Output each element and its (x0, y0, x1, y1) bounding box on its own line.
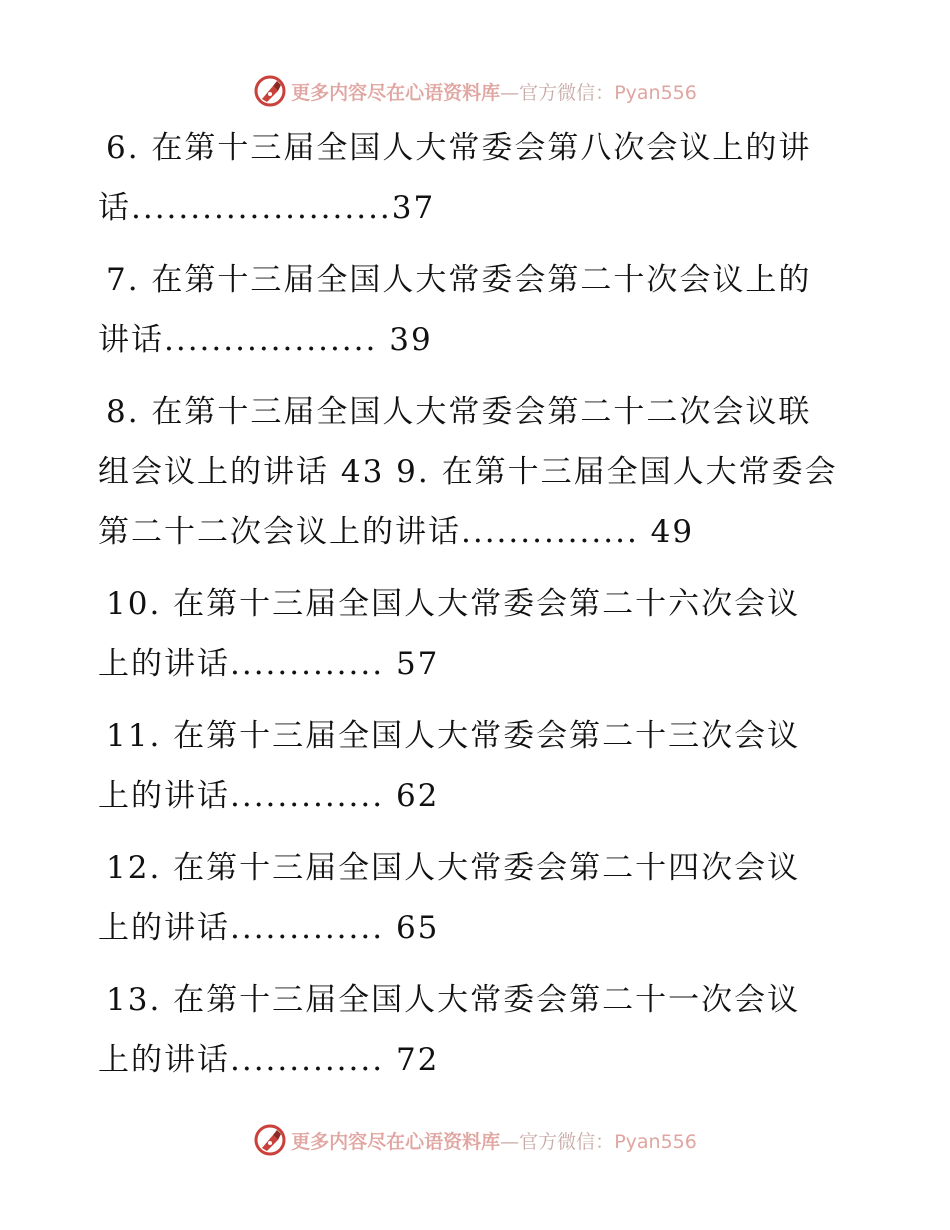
toc-entry-page-line: 讲话.................. 39 (98, 322, 433, 358)
toc-entry-title-line: 10. 在第十三届全国人大常委会第二十六次会议 (106, 586, 801, 622)
watermark-separator: —官方微信： (500, 1130, 615, 1153)
watermark-main: 更多内容尽在心语资料库 (291, 81, 501, 104)
watermark-footer (0, 1120, 950, 1160)
toc-entry-title-line: 8. 在第十三届全国人大常委会第二十二次会议联 (106, 394, 812, 430)
toc-entry[interactable] (98, 382, 878, 562)
watermark-wechat-id: Pyan556 (614, 81, 697, 104)
toc-entry[interactable] (98, 118, 878, 238)
toc-entry-page-line: 上的讲话............. 57 (98, 646, 440, 682)
watermark-separator: —官方微信： (500, 81, 615, 104)
toc-entry-continued-line: 组会议上的讲话 43 9. 在第十三届全国人大常委会 (98, 454, 838, 490)
toc-entry-page-line: 第二十二次会议上的讲话............... 49 (98, 514, 695, 550)
toc-entry[interactable] (98, 970, 878, 1090)
toc-entry-title-line: 11. 在第十三届全国人大常委会第二十三次会议 (106, 718, 801, 754)
toc-entry[interactable] (98, 706, 878, 826)
toc-entry-page-line: 上的讲话............. 62 (98, 778, 440, 814)
toc-entry-title-line: 7. 在第十三届全国人大常委会第二十次会议上的 (106, 262, 812, 298)
toc-entry-title-line: 12. 在第十三届全国人大常委会第二十四次会议 (106, 850, 801, 886)
toc-entry-title-line: 6. 在第十三届全国人大常委会第八次会议上的讲 (106, 130, 812, 166)
toc-entry-title-line: 13. 在第十三届全国人大常委会第二十一次会议 (106, 982, 801, 1018)
watermark-wechat-id: Pyan556 (614, 1130, 697, 1153)
table-of-contents (98, 118, 878, 1102)
watermark-text (291, 1127, 697, 1154)
toc-entry-page-line: 上的讲话............. 65 (98, 910, 440, 946)
toc-entry-page-line: 话......................37 (98, 190, 436, 226)
watermark-text (291, 78, 697, 105)
watermark-header (0, 71, 950, 111)
toc-entry[interactable] (98, 574, 878, 694)
pen-nib-logo-icon (253, 74, 287, 108)
toc-entry-page-line: 上的讲话............. 72 (98, 1042, 440, 1078)
toc-entry[interactable] (98, 250, 878, 370)
pen-nib-logo-icon (253, 1123, 287, 1157)
toc-entry[interactable] (98, 838, 878, 958)
watermark-main: 更多内容尽在心语资料库 (291, 1130, 501, 1153)
